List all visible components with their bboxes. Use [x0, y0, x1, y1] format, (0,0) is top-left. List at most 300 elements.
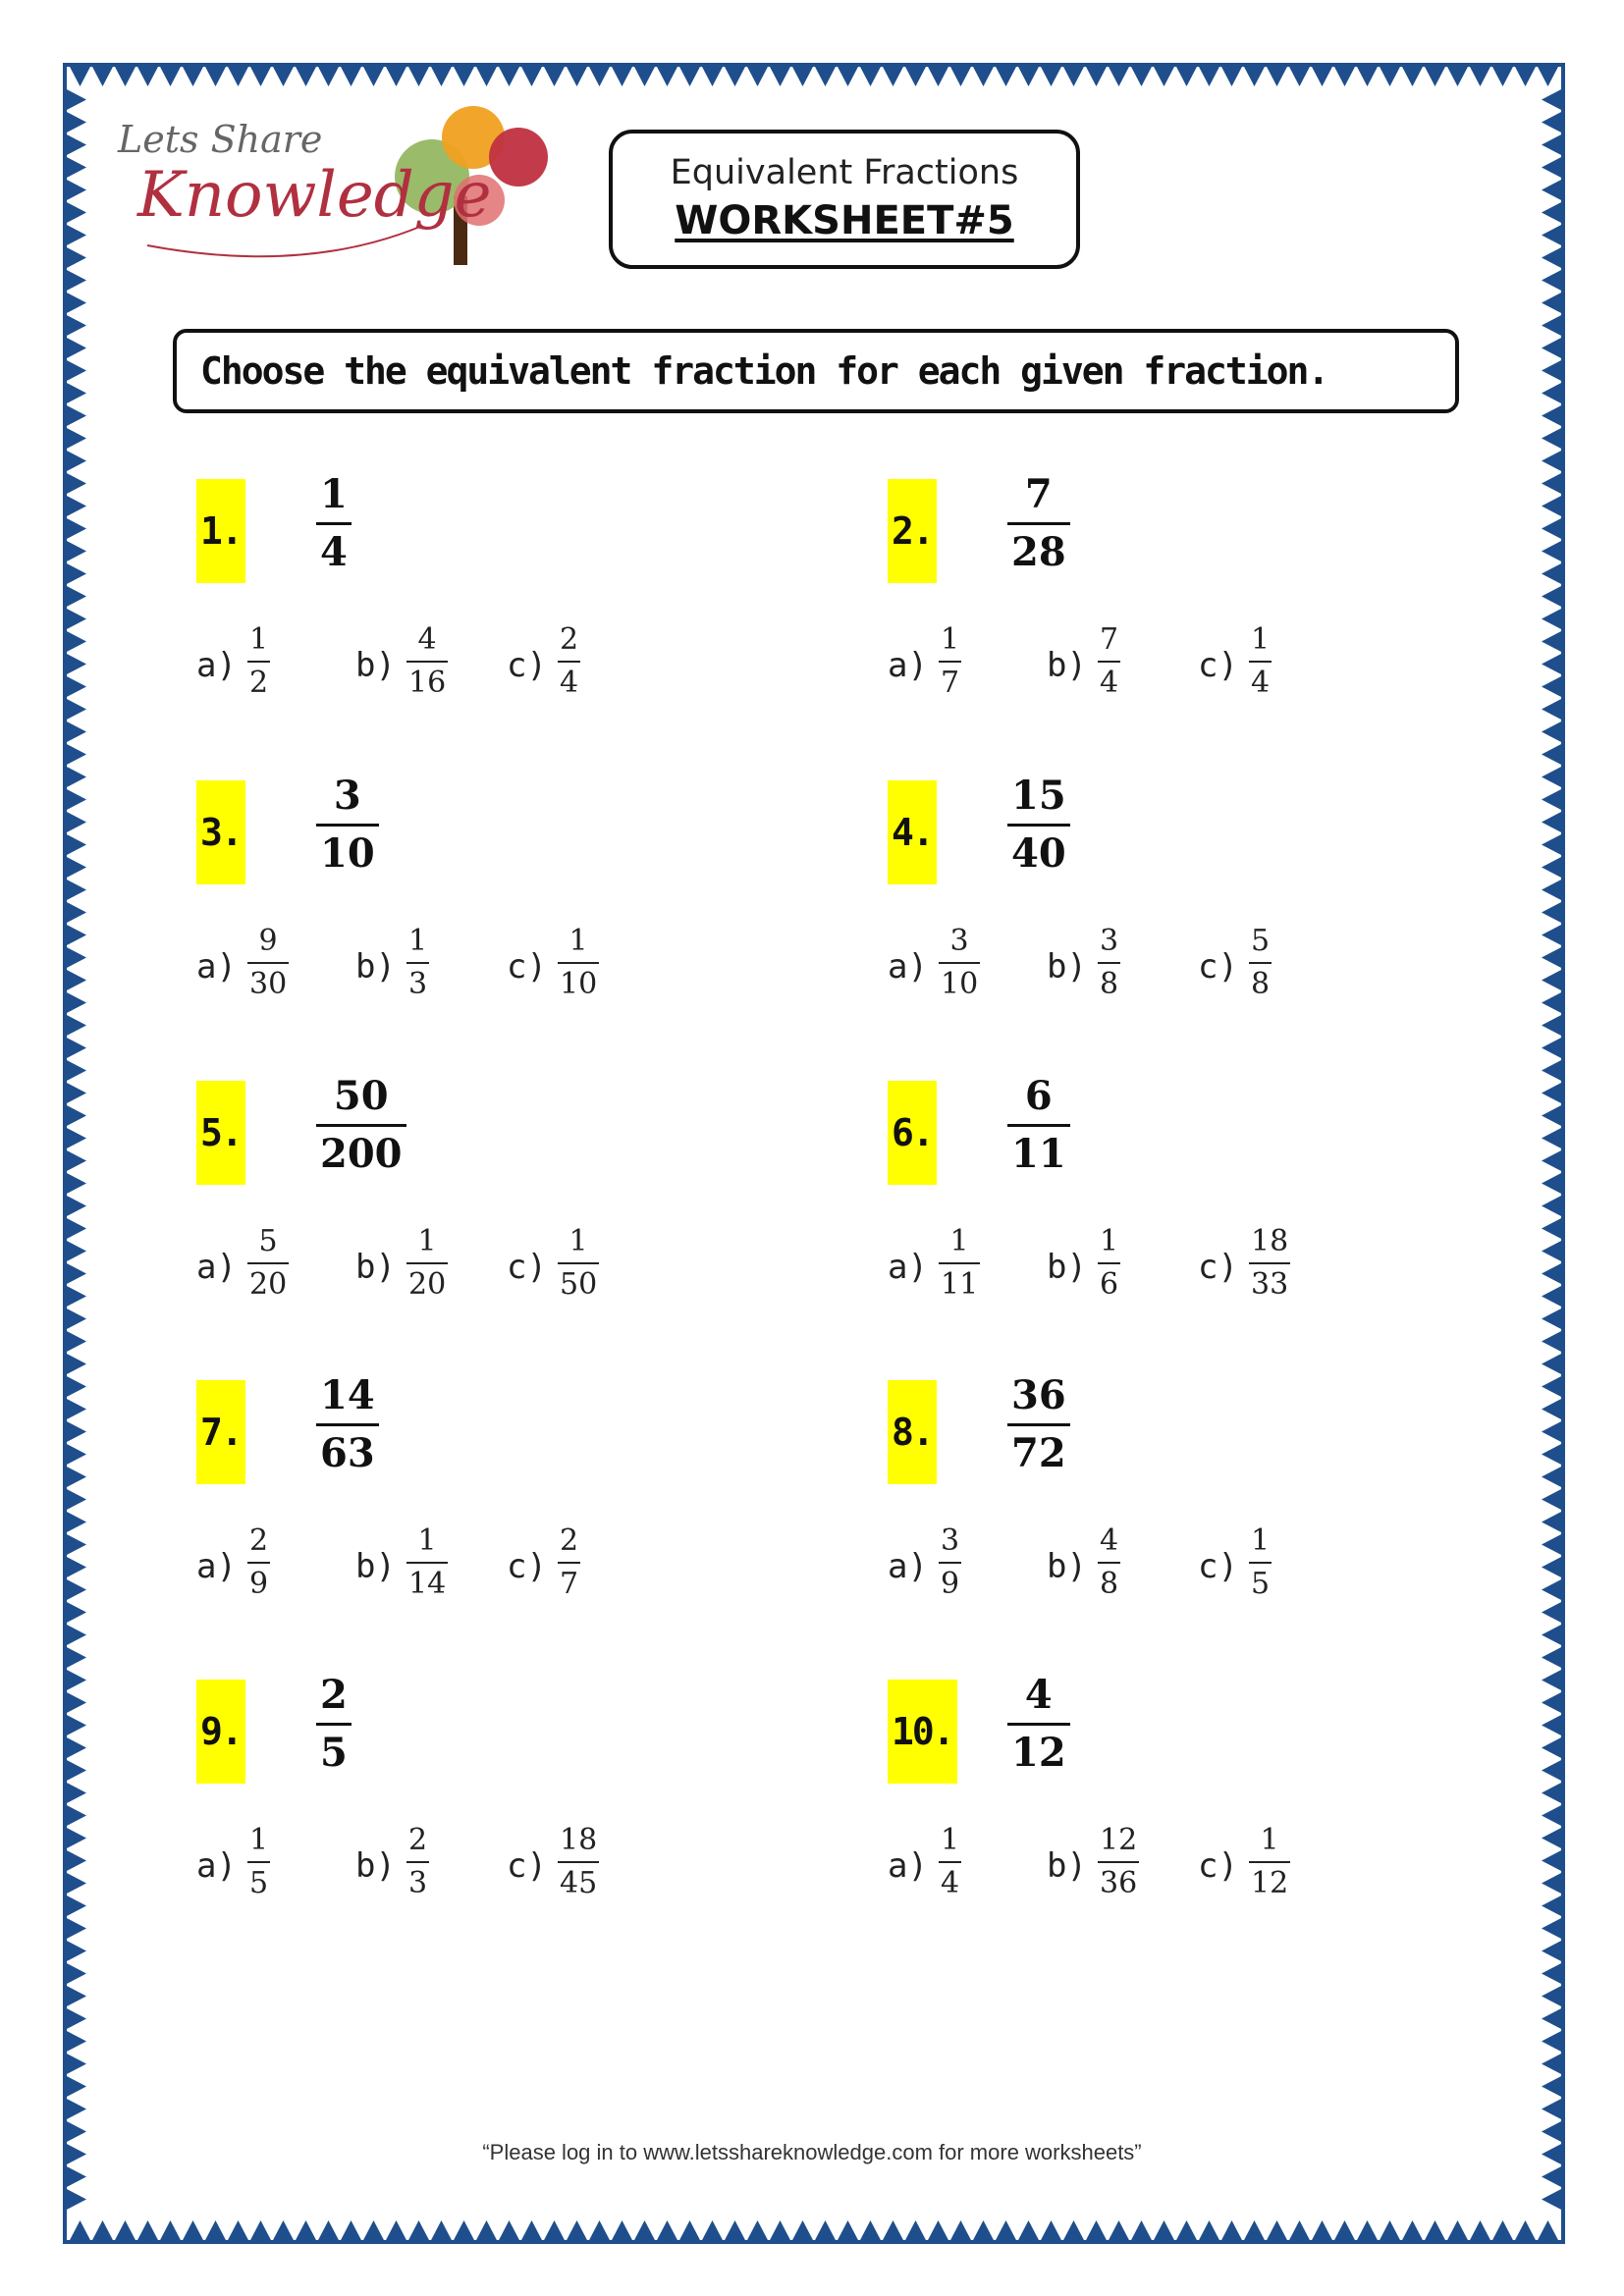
border-triangle — [633, 65, 656, 86]
border-triangle — [136, 65, 159, 86]
given-numerator: 1 — [320, 471, 348, 517]
question-number: 3. — [196, 780, 245, 884]
option-numerator: 3 — [941, 1523, 960, 1558]
border-triangle — [65, 969, 86, 991]
instruction-box — [173, 329, 1459, 413]
option-numerator: 1 — [568, 1224, 588, 1258]
border-triangle — [882, 65, 904, 86]
problem-10 — [888, 1672, 1477, 1954]
border-triangle — [385, 2220, 407, 2242]
border-triangle — [65, 540, 86, 562]
option-fraction[interactable] — [1098, 622, 1120, 701]
option-fraction[interactable] — [1098, 1224, 1120, 1303]
given-denominator: 4 — [320, 529, 348, 575]
border-triangle — [65, 1827, 86, 1849]
border-triangle — [65, 292, 86, 314]
border-triangle — [904, 2220, 927, 2242]
given-denominator: 28 — [1011, 529, 1066, 575]
option-numerator: 3 — [949, 924, 969, 958]
border-triangle — [65, 1353, 86, 1375]
border-triangle — [1542, 1511, 1563, 1533]
border-triangle — [159, 65, 182, 86]
question-number: 5. — [196, 1081, 245, 1185]
border-triangle — [859, 65, 882, 86]
option-denominator: 3 — [408, 967, 428, 1001]
border-triangle — [136, 2220, 159, 2242]
border-triangle — [1542, 1398, 1563, 1420]
border-triangle — [498, 2220, 520, 2242]
border-triangle — [701, 2220, 724, 2242]
option-numerator: 2 — [408, 1823, 428, 1857]
option-fraction[interactable] — [247, 1523, 270, 1602]
option-numerator: 1 — [417, 1523, 437, 1558]
option-denominator: 11 — [941, 1267, 979, 1302]
border-triangle — [65, 675, 86, 698]
border-triangle — [227, 65, 249, 86]
option-fraction[interactable] — [1098, 1523, 1120, 1602]
border-triangle — [65, 427, 86, 450]
option-fraction[interactable] — [1249, 622, 1272, 701]
border-triangle — [407, 2220, 430, 2242]
border-triangle — [1542, 1962, 1563, 1985]
border-triangle — [65, 2188, 86, 2211]
option-label: a) — [888, 947, 928, 987]
border-triangle — [1542, 1308, 1563, 1330]
border-triangle — [65, 88, 86, 111]
option-label: b) — [355, 646, 396, 685]
border-triangle — [65, 179, 86, 201]
border-triangle — [65, 879, 86, 901]
option-label: b) — [1047, 947, 1087, 987]
option-fraction[interactable] — [406, 1823, 429, 1901]
border-triangle — [746, 65, 769, 86]
option-denominator: 4 — [1251, 666, 1271, 700]
option-denominator: 8 — [1100, 1567, 1119, 1601]
border-triangle — [65, 1443, 86, 1466]
border-triangle — [1469, 2220, 1491, 2242]
border-triangle — [1356, 65, 1379, 86]
border-triangle — [1542, 856, 1563, 879]
border-triangle — [1537, 65, 1559, 86]
option-fraction[interactable] — [1249, 1224, 1290, 1303]
option-denominator: 4 — [560, 666, 579, 700]
border-triangle — [1542, 450, 1563, 472]
border-triangle — [65, 1849, 86, 1872]
border-triangle — [65, 1578, 86, 1601]
border-triangle — [1542, 1375, 1563, 1398]
question-number: 10. — [888, 1680, 957, 1784]
border-triangle — [65, 1714, 86, 1736]
border-triangle — [65, 1962, 86, 1985]
border-triangle — [65, 156, 86, 179]
option-label: a) — [888, 1846, 928, 1886]
border-triangle — [1542, 811, 1563, 833]
option-numerator: 1 — [941, 1823, 960, 1857]
option-fraction[interactable] — [939, 924, 980, 1002]
option-fraction[interactable] — [939, 1823, 961, 1901]
border-triangle — [972, 65, 995, 86]
given-fraction — [316, 471, 352, 576]
border-triangle — [1153, 2220, 1175, 2242]
border-triangle — [1542, 1082, 1563, 1104]
given-fraction — [1007, 471, 1070, 576]
given-denominator: 10 — [320, 830, 375, 877]
border-triangle — [1542, 1059, 1563, 1082]
option-fraction[interactable] — [1249, 1523, 1272, 1602]
border-triangle — [1542, 1420, 1563, 1443]
option-fraction[interactable] — [247, 1823, 270, 1901]
border-triangle — [543, 65, 566, 86]
border-triangle — [633, 2220, 656, 2242]
border-triangle — [385, 65, 407, 86]
border-triangle — [65, 811, 86, 833]
border-triangle — [1542, 2165, 1563, 2188]
problem-7 — [196, 1372, 785, 1655]
option-denominator: 8 — [1100, 967, 1119, 1001]
option-fraction[interactable] — [247, 622, 270, 701]
border-triangle — [65, 721, 86, 743]
border-triangle — [1542, 246, 1563, 269]
option-label: c) — [1198, 646, 1238, 685]
given-numerator: 4 — [1024, 1672, 1053, 1718]
border-triangle — [1542, 1714, 1563, 1736]
option-fraction[interactable] — [558, 1523, 580, 1602]
border-triangle — [1542, 675, 1563, 698]
border-triangle — [1040, 2220, 1062, 2242]
border-triangle — [1040, 65, 1062, 86]
border-triangle — [1542, 1804, 1563, 1827]
border-triangle — [1542, 1037, 1563, 1059]
border-triangle — [430, 2220, 453, 2242]
border-triangle — [1542, 698, 1563, 721]
border-triangle — [1542, 1669, 1563, 1691]
border-triangle — [1542, 517, 1563, 540]
option-numerator: 1 — [941, 622, 960, 657]
border-triangle — [1085, 65, 1108, 86]
border-triangle — [65, 1398, 86, 1420]
border-triangle — [65, 991, 86, 1014]
border-triangle — [1542, 1917, 1563, 1940]
border-triangle — [65, 269, 86, 292]
border-triangle — [1542, 1985, 1563, 2007]
option-fraction[interactable] — [558, 622, 580, 701]
border-triangle — [1288, 2220, 1311, 2242]
border-triangle — [814, 65, 837, 86]
option-label: b) — [1047, 1547, 1087, 1586]
border-triangle — [65, 766, 86, 788]
option-denominator: 30 — [249, 967, 288, 1001]
option-fraction[interactable] — [1249, 1823, 1290, 1901]
border-triangle — [1311, 2220, 1333, 2242]
border-triangle — [1542, 1646, 1563, 1669]
option-label: c) — [507, 1846, 547, 1886]
border-triangle — [1542, 111, 1563, 133]
border-triangle — [65, 653, 86, 675]
given-denominator: 12 — [1011, 1730, 1066, 1776]
option-fraction[interactable] — [247, 1224, 289, 1303]
border-triangle — [475, 2220, 498, 2242]
option-denominator: 20 — [408, 1267, 447, 1302]
border-triangle — [1542, 359, 1563, 382]
border-triangle — [65, 2007, 86, 2030]
border-triangle — [1542, 1556, 1563, 1578]
border-triangle — [1542, 427, 1563, 450]
option-label: a) — [888, 646, 928, 685]
border-triangle — [65, 1240, 86, 1262]
border-triangle — [65, 1262, 86, 1285]
border-triangle — [317, 65, 340, 86]
option-label: b) — [355, 1547, 396, 1586]
given-fraction — [316, 773, 379, 878]
border-triangle — [724, 65, 746, 86]
option-fraction[interactable] — [406, 924, 429, 1002]
border-triangle — [65, 359, 86, 382]
option-numerator: 1 — [249, 622, 269, 657]
border-triangle — [65, 472, 86, 495]
border-triangle — [837, 2220, 859, 2242]
border-triangle — [272, 65, 295, 86]
border-triangle — [1401, 2220, 1424, 2242]
border-triangle — [1542, 1827, 1563, 1849]
option-fraction[interactable] — [1098, 924, 1120, 1002]
border-triangle — [1108, 2220, 1130, 2242]
given-fraction — [1007, 1672, 1070, 1777]
border-triangle — [1542, 1533, 1563, 1556]
border-triangle — [1542, 1624, 1563, 1646]
border-triangle — [159, 2220, 182, 2242]
border-triangle — [1542, 1353, 1563, 1375]
border-triangle — [1469, 65, 1491, 86]
problem-9 — [196, 1672, 785, 1954]
border-triangle — [1542, 991, 1563, 1014]
question-number: 4. — [888, 780, 937, 884]
border-triangle — [65, 901, 86, 924]
logo-text-lets-share: Lets Share — [118, 118, 323, 161]
border-triangle — [65, 1759, 86, 1782]
border-triangle — [1542, 2030, 1563, 2053]
option-label: b) — [1047, 646, 1087, 685]
given-denominator: 72 — [1011, 1430, 1066, 1476]
question-number: 6. — [888, 1081, 937, 1185]
border-triangle — [859, 2220, 882, 2242]
option-fraction[interactable] — [247, 924, 289, 1002]
border-triangle — [1542, 630, 1563, 653]
border-triangle — [1542, 1014, 1563, 1037]
instruction-text: Choose the equivalent fraction for each given fraction. — [200, 349, 1328, 393]
border-triangle — [1542, 1443, 1563, 1466]
option-denominator: 6 — [1100, 1267, 1119, 1302]
border-triangle — [65, 743, 86, 766]
border-triangle — [769, 65, 791, 86]
border-triangle — [566, 2220, 588, 2242]
option-numerator: 1 — [949, 1224, 969, 1258]
option-fraction[interactable] — [939, 622, 961, 701]
border-triangle — [1542, 743, 1563, 766]
border-triangle — [1542, 2098, 1563, 2120]
question-number: 8. — [888, 1380, 937, 1484]
option-fraction[interactable] — [939, 1523, 961, 1602]
given-denominator: 40 — [1011, 830, 1066, 877]
option-numerator: 3 — [1100, 924, 1119, 958]
border-triangle — [65, 562, 86, 585]
border-triangle — [65, 2030, 86, 2053]
border-triangle — [1542, 1849, 1563, 1872]
option-numerator: 4 — [1100, 1523, 1119, 1558]
border-triangle — [837, 65, 859, 86]
option-denominator: 16 — [408, 666, 447, 700]
border-triangle — [65, 1533, 86, 1556]
border-triangle — [1243, 2220, 1266, 2242]
border-triangle — [1542, 179, 1563, 201]
option-label: a) — [196, 1248, 237, 1287]
given-fraction — [1007, 1372, 1070, 1477]
border-triangle — [1542, 2053, 1563, 2075]
border-triangle — [1542, 969, 1563, 991]
option-fraction[interactable] — [939, 1224, 980, 1303]
given-numerator: 15 — [1011, 773, 1066, 819]
border-triangle — [1542, 879, 1563, 901]
option-denominator: 14 — [408, 1567, 447, 1601]
option-denominator: 4 — [941, 1866, 960, 1900]
option-denominator: 3 — [408, 1866, 428, 1900]
border-triangle — [91, 2220, 114, 2242]
border-triangle — [1542, 1759, 1563, 1782]
border-triangle — [1542, 1330, 1563, 1353]
option-denominator: 9 — [249, 1567, 269, 1601]
border-triangle — [453, 65, 475, 86]
option-label: a) — [196, 947, 237, 987]
border-triangle — [1017, 65, 1040, 86]
border-triangle — [1175, 65, 1198, 86]
border-triangle — [1542, 1240, 1563, 1262]
border-triangle — [1175, 2220, 1198, 2242]
border-triangle — [995, 2220, 1017, 2242]
border-triangle — [1424, 2220, 1446, 2242]
border-triangle — [69, 65, 91, 86]
border-triangle — [656, 65, 678, 86]
option-label: c) — [507, 1248, 547, 1287]
border-triangle — [317, 2220, 340, 2242]
border-triangle — [65, 2165, 86, 2188]
border-triangle — [1542, 1872, 1563, 1895]
border-triangle — [65, 585, 86, 608]
border-triangle — [1130, 2220, 1153, 2242]
border-triangle — [972, 2220, 995, 2242]
border-triangle — [65, 1420, 86, 1443]
option-label: a) — [888, 1248, 928, 1287]
border-triangle — [1542, 540, 1563, 562]
border-triangle — [295, 2220, 317, 2242]
border-triangle — [65, 1330, 86, 1353]
option-denominator: 12 — [1251, 1866, 1289, 1900]
border-triangle — [588, 2220, 611, 2242]
option-denominator: 36 — [1100, 1866, 1138, 1900]
border-triangle — [498, 65, 520, 86]
option-fraction[interactable] — [558, 924, 599, 1002]
border-triangle — [65, 1059, 86, 1082]
border-triangle — [182, 2220, 204, 2242]
problem-2 — [888, 471, 1477, 754]
border-triangle — [1542, 292, 1563, 314]
question-number: 2. — [888, 479, 937, 583]
option-fraction[interactable] — [1249, 924, 1272, 1002]
option-numerator: 1 — [408, 924, 428, 958]
option-fraction[interactable] — [406, 1224, 448, 1303]
given-numerator: 7 — [1024, 471, 1053, 517]
given-denominator: 5 — [320, 1730, 348, 1776]
border-triangle — [1542, 608, 1563, 630]
border-triangle — [1514, 2220, 1537, 2242]
problem-4 — [888, 773, 1477, 1055]
option-numerator: 18 — [560, 1823, 598, 1857]
border-triangle — [204, 65, 227, 86]
worksheet-title-box — [609, 130, 1080, 269]
question-number: 7. — [196, 1380, 245, 1484]
border-triangle — [65, 1488, 86, 1511]
border-triangle — [1379, 2220, 1401, 2242]
given-denominator: 11 — [1011, 1131, 1066, 1177]
border-triangle — [114, 2220, 136, 2242]
border-triangle — [362, 65, 385, 86]
border-triangle — [91, 65, 114, 86]
border-triangle — [65, 133, 86, 156]
border-triangle — [678, 65, 701, 86]
border-triangle — [65, 1624, 86, 1646]
option-label: c) — [1198, 1547, 1238, 1586]
option-fraction[interactable] — [558, 1823, 599, 1901]
option-label: a) — [196, 1846, 237, 1886]
option-label: c) — [1198, 1248, 1238, 1287]
option-label: b) — [355, 947, 396, 987]
option-label: b) — [355, 1248, 396, 1287]
option-numerator: 9 — [258, 924, 278, 958]
border-triangle — [769, 2220, 791, 2242]
option-fraction[interactable] — [1098, 1823, 1139, 1901]
option-label: c) — [1198, 1846, 1238, 1886]
given-numerator: 50 — [333, 1073, 389, 1119]
border-triangle — [611, 65, 633, 86]
option-numerator: 1 — [1100, 1224, 1119, 1258]
option-label: c) — [507, 1547, 547, 1586]
option-numerator: 4 — [417, 622, 437, 657]
given-denominator: 63 — [320, 1430, 375, 1476]
border-triangle — [114, 65, 136, 86]
border-triangle — [1017, 2220, 1040, 2242]
border-triangle — [65, 517, 86, 540]
option-fraction[interactable] — [558, 1224, 599, 1303]
option-label: a) — [196, 1547, 237, 1586]
border-triangle — [65, 1917, 86, 1940]
given-numerator: 3 — [333, 773, 361, 819]
border-triangle — [65, 1217, 86, 1240]
border-triangle — [1542, 1127, 1563, 1149]
border-triangle — [611, 2220, 633, 2242]
border-triangle — [1542, 901, 1563, 924]
option-fraction[interactable] — [406, 622, 448, 701]
option-numerator: 1 — [417, 1224, 437, 1258]
border-triangle — [520, 65, 543, 86]
border-triangle — [65, 698, 86, 721]
border-triangle — [1220, 65, 1243, 86]
border-triangle — [295, 65, 317, 86]
border-triangle — [65, 450, 86, 472]
border-triangle — [65, 1195, 86, 1217]
given-fraction — [1007, 773, 1070, 878]
border-triangle — [1198, 65, 1220, 86]
option-fraction[interactable] — [406, 1523, 448, 1602]
border-triangle — [1085, 2220, 1108, 2242]
border-triangle — [1542, 472, 1563, 495]
